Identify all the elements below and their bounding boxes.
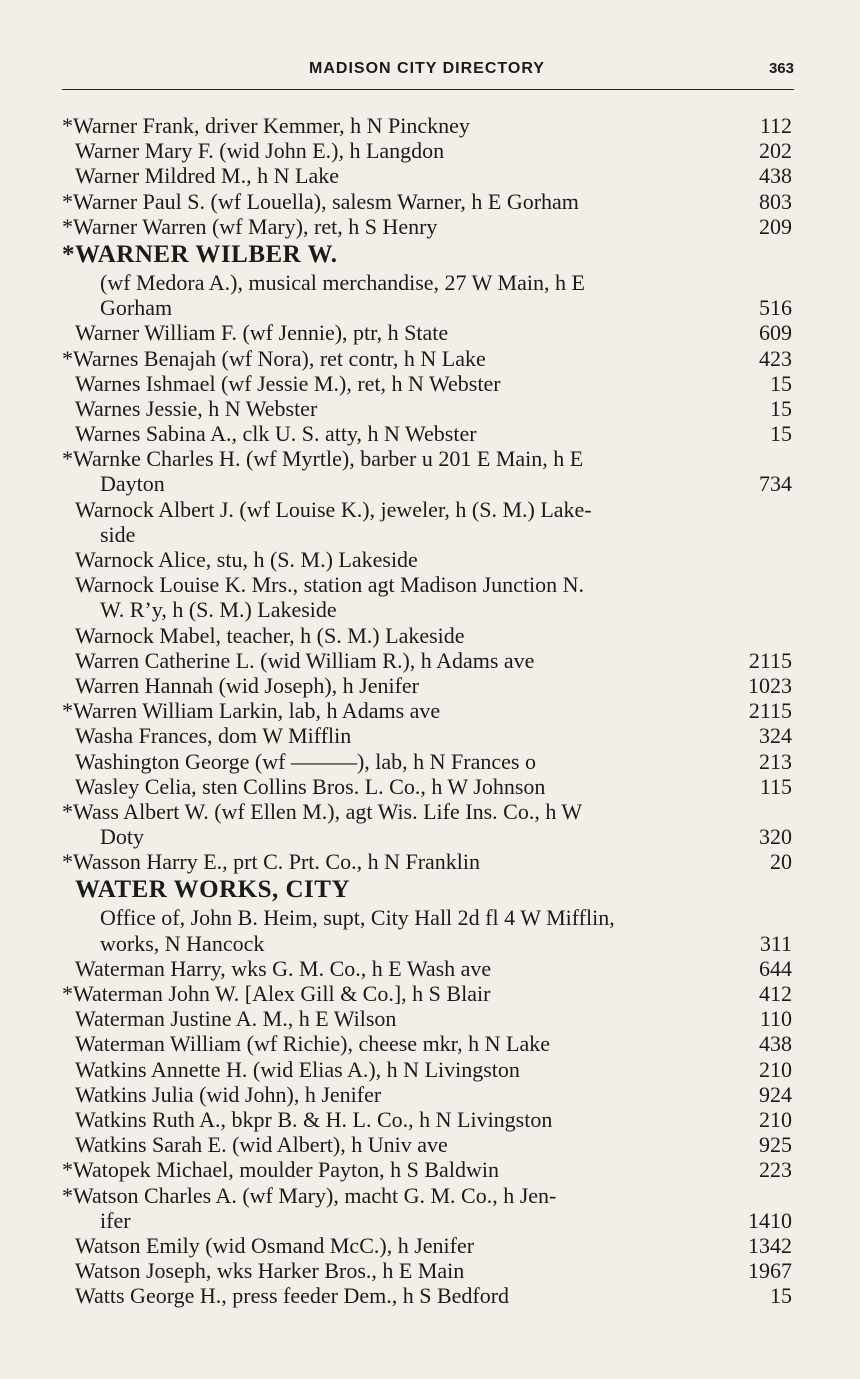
house-number: 15: [770, 395, 792, 421]
entry-text: *Waterman John W. [Alex Gill & Co.], h S Blair: [62, 981, 491, 1006]
entry-continuation: [62, 905, 792, 930]
entry-text: Watson Emily (wid Osmand McC.), h Jenifer: [75, 1232, 475, 1258]
directory-entry: [62, 648, 792, 673]
house-number: 438: [759, 1031, 792, 1057]
entry-text: Warnock Albert J. (wf Louise K.), jeweler, h (S. M.) Lake-: [75, 496, 592, 522]
directory-entry: [62, 1132, 792, 1157]
house-number: 210: [759, 1056, 792, 1082]
directory-entry: [62, 189, 792, 214]
directory-entry: [62, 497, 792, 522]
entry-text: *Warren William Larkin, lab, h Adams ave: [62, 698, 441, 724]
directory-entries: [62, 113, 792, 1308]
entry-text: W. R’y, h (S. M.) Lakeside: [100, 597, 337, 623]
entry-text: WATER WORKS, CITY: [75, 876, 350, 904]
header-rule: [62, 89, 794, 90]
entry-text: Warnock Mabel, teacher, h (S. M.) Lakeside: [75, 622, 465, 648]
directory-entry: [62, 138, 792, 163]
entry-text: works, N Hancock: [100, 930, 265, 956]
house-number: 803: [759, 188, 792, 214]
entry-continuation: [62, 471, 792, 496]
house-number: 311: [759, 930, 792, 956]
house-number: 110: [759, 1006, 792, 1032]
directory-entry: [62, 1057, 792, 1082]
entry-text: (wf Medora A.), musical merchandise, 27 W Main, h E: [100, 269, 585, 295]
entry-text: Warnock Alice, stu, h (S. M.) Lakeside: [75, 547, 418, 572]
directory-entry: [62, 421, 792, 446]
entry-text: *Warnke Charles H. (wf Myrtle), barber u 201 E Main, h E: [62, 446, 584, 472]
entry-continuation: [62, 931, 792, 956]
page-number: 363: [768, 60, 794, 77]
entry-text: Warnock Louise K. Mrs., station agt Madison Junction N.: [75, 572, 585, 598]
entry-text: Watson Joseph, wks Harker Bros., h E Main: [75, 1258, 465, 1284]
entry-text: Gorham: [100, 295, 173, 321]
directory-entry: [62, 1107, 792, 1132]
directory-entry: [62, 346, 792, 371]
entry-text: Waterman Harry, wks G. M. Co., h E Wash ave: [75, 955, 492, 981]
entry-text: side: [100, 521, 136, 547]
house-number: 1410: [748, 1207, 792, 1233]
directory-entry: [62, 673, 792, 698]
directory-entry: [62, 396, 792, 421]
directory-entry: [62, 547, 792, 572]
entry-text: *Watopek Michael, moulder Payton, h S Baldwin: [62, 1157, 499, 1183]
house-number: 644: [759, 955, 792, 981]
directory-entry: [62, 1283, 792, 1308]
house-number: 423: [759, 345, 792, 371]
entry-text: Warner William F. (wf Jennie), ptr, h State: [75, 320, 449, 346]
house-number: 925: [759, 1132, 792, 1158]
entry-text: ifer: [100, 1207, 131, 1233]
house-number: 438: [759, 163, 792, 189]
directory-entry: [62, 774, 792, 799]
page-title: MADISON CITY DIRECTORY: [309, 60, 545, 77]
directory-entry: [62, 572, 792, 597]
entry-text: Office of, John B. Heim, supt, City Hall 2d fl 4 W Mifflin,: [100, 905, 615, 931]
house-number: 115: [759, 773, 792, 799]
house-number: 1967: [748, 1258, 792, 1284]
directory-entry: [62, 698, 792, 723]
house-number: 112: [759, 113, 792, 138]
house-number: 213: [759, 748, 792, 774]
directory-entry: [62, 981, 792, 1006]
entry-text: Warnes Jessie, h N Webster: [75, 395, 318, 421]
house-number: 412: [759, 981, 792, 1006]
section-heading: [62, 874, 792, 905]
entry-text: Warnes Sabina A., clk U. S. atty, h N Webster: [75, 421, 477, 447]
entry-continuation: [62, 522, 792, 547]
entry-text: Warner Mildred M., h N Lake: [75, 163, 339, 189]
house-number: 1023: [748, 672, 792, 698]
directory-entry: [62, 956, 792, 981]
entry-text: *Wass Albert W. (wf Ellen M.), agt Wis. Life Ins. Co., h W: [62, 798, 583, 824]
entry-continuation: [62, 1208, 792, 1233]
entry-text: Warnes Ishmael (wf Jessie M.), ret, h N Webster: [75, 370, 501, 396]
house-number: 924: [759, 1081, 792, 1107]
directory-entry: [62, 1157, 792, 1182]
entry-text: Watkins Annette H. (wid Elias A.), h N Livingston: [75, 1056, 520, 1082]
entry-text: Warren Hannah (wid Joseph), h Jenifer: [75, 672, 419, 698]
entry-text: Wasley Celia, sten Collins Bros. L. Co., h W Johnson: [75, 773, 546, 799]
entry-text: Watkins Ruth A., bkpr B. & H. L. Co., h N Livingston: [75, 1106, 553, 1132]
directory-entry: [62, 1006, 792, 1031]
section-heading: [62, 239, 792, 270]
entry-text: *Warnes Benajah (wf Nora), ret contr, h N Lake: [62, 345, 486, 371]
directory-entry: [62, 1258, 792, 1283]
house-number: 609: [759, 320, 792, 346]
entry-continuation: [62, 824, 792, 849]
directory-entry: [62, 371, 792, 396]
house-number: 20: [770, 849, 792, 875]
entry-text: *Wasson Harry E., prt C. Prt. Co., h N Franklin: [62, 849, 481, 875]
house-number: 15: [770, 421, 792, 447]
house-number: 209: [759, 213, 792, 239]
directory-entry: [62, 1233, 792, 1258]
directory-entry: [62, 799, 792, 824]
directory-entry: [62, 113, 792, 138]
house-number: 516: [759, 295, 792, 321]
house-number: 2115: [748, 698, 792, 724]
directory-entry: [62, 446, 792, 471]
entry-text: Watkins Sarah E. (wid Albert), h Univ ave: [75, 1132, 448, 1158]
directory-entry: [62, 320, 792, 345]
entry-text: *Warner Paul S. (wf Louella), salesm Warner, h E Gorham: [62, 188, 579, 214]
entry-text: Washa Frances, dom W Mifflin: [75, 723, 352, 749]
entry-continuation: [62, 597, 792, 622]
entry-text: Warner Mary F. (wid John E.), h Langdon: [75, 138, 445, 164]
directory-entry: [62, 1183, 792, 1208]
entry-text: Waterman William (wf Richie), cheese mkr, h N Lake: [75, 1031, 550, 1057]
entry-continuation: [62, 295, 792, 320]
directory-entry: [62, 163, 792, 188]
directory-entry: [62, 749, 792, 774]
entry-text: Washington George (wf ———), lab, h N Frances o: [75, 748, 536, 774]
entry-text: *Warner Frank, driver Kemmer, h N Pinckney: [62, 113, 470, 138]
house-number: 223: [759, 1157, 792, 1183]
entry-text: Waterman Justine A. M., h E Wilson: [75, 1006, 397, 1032]
directory-entry: [62, 623, 792, 648]
house-number: 210: [759, 1106, 792, 1132]
entry-text: Warren Catherine L. (wid William R.), h Adams ave: [75, 647, 535, 673]
directory-entry: [62, 1031, 792, 1056]
directory-entry: [62, 723, 792, 748]
directory-entry: [62, 849, 792, 874]
entry-text: Dayton: [100, 471, 165, 497]
house-number: 734: [759, 471, 792, 497]
house-number: 324: [759, 723, 792, 749]
house-number: 2115: [748, 647, 792, 673]
entry-text: *WARNER WILBER W.: [62, 240, 338, 268]
house-number: 15: [770, 1283, 792, 1309]
page-header: [60, 60, 794, 84]
directory-entry: [62, 1082, 792, 1107]
entry-text: *Watson Charles A. (wf Mary), macht G. M. Co., h Jen-: [62, 1182, 557, 1208]
entry-text: Watts George H., press feeder Dem., h S Bedford: [75, 1283, 510, 1309]
directory-entry: [62, 214, 792, 239]
house-number: 320: [759, 824, 792, 850]
entry-text: *Warner Warren (wf Mary), ret, h S Henry: [62, 213, 438, 239]
entry-continuation: [62, 270, 792, 295]
house-number: 15: [770, 370, 792, 396]
house-number: 202: [759, 138, 792, 164]
entry-text: Doty: [100, 824, 144, 850]
entry-text: Watkins Julia (wid John), h Jenifer: [75, 1081, 382, 1107]
house-number: 1342: [748, 1232, 792, 1258]
